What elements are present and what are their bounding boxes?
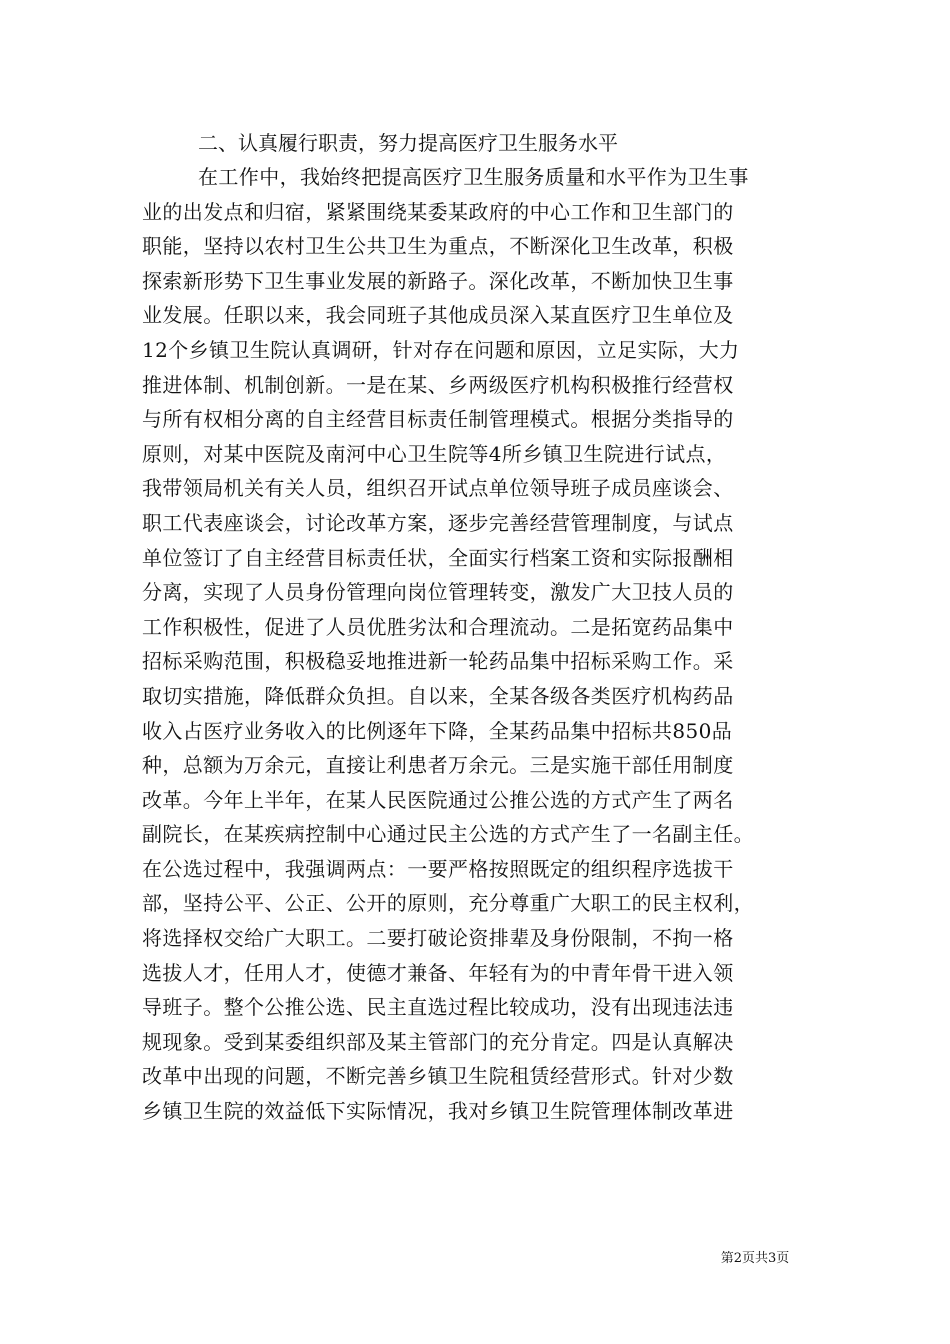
text-line: 招标采购范围，积极稳妥地推进新一轮药品集中招标采购工作。采 (142, 649, 734, 674)
text-line: 收入占医疗业务收入的比例逐年下降，全某药品集中招标共850品 (142, 718, 733, 743)
text-line: 分离，实现了人员身份管理向岗位管理转变，激发广大卫技人员的 (142, 580, 734, 605)
text-line: 在工作中，我始终把提高医疗卫生服务质量和水平作为卫生事 (198, 165, 749, 189)
text-line: 改革。今年上半年，在某人民医院通过公推公选的方式产生了两名 (142, 787, 734, 812)
text-line: 选拔人才，任用人才，使德才兼备、年轻有为的中青年骨干进入领 (142, 960, 734, 985)
text-line: 将选择权交给广大职工。二要打破论资排辈及身份限制，不拘一格 (142, 926, 734, 951)
text-line: 职工代表座谈会，讨论改革方案，逐步完善经营管理制度，与试点 (142, 510, 734, 535)
text-line: 工作积极性，促进了人员优胜劣汰和合理流动。二是拓宽药品集中 (142, 614, 734, 639)
text-line: 业发展。任职以来，我会同班子其他成员深入某直医疗卫生单位及 (142, 303, 734, 328)
text-line: 规现象。受到某委组织部及某主管部门的充分肯定。四是认真解决 (142, 1029, 734, 1054)
text-line: 原则，对某中医院及南河中心卫生院等4所乡镇卫生院进行试点， (142, 441, 727, 466)
text-line: 与所有权相分离的自主经营目标责任制管理模式。根据分类指导的 (142, 407, 734, 432)
section-heading: 二、认真履行职责，努力提高医疗卫生服务水平 (198, 131, 618, 155)
text-line: 职能，坚持以农村卫生公共卫生为重点，不断深化卫生改革，积极 (142, 234, 734, 259)
text-line: 业的出发点和归宿，紧紧围绕某委某政府的中心工作和卫生部门的 (142, 199, 734, 224)
paragraph (142, 160, 822, 1129)
page-number: 第2页共3页 (720, 1251, 790, 1266)
text-line: 12个乡镇卫生院认真调研，针对存在问题和原因，立足实际，大力 (142, 337, 740, 362)
text-line: 部，坚持公平、公正、公开的原则，充分尊重广大职工的民主权利， (142, 891, 754, 916)
text-line: 副院长，在某疾病控制中心通过民主公选的方式产生了一名副主任。 (142, 822, 754, 847)
text-line: 在公选过程中，我强调两点：一要严格按照既定的组织程序选拔干 (142, 856, 734, 881)
text-line: 单位签订了自主经营目标责任状，全面实行档案工资和实际报酬相 (142, 545, 734, 570)
text-line: 改革中出现的问题，不断完善乡镇卫生院租赁经营形式。针对少数 (142, 1064, 734, 1089)
text-line: 推进体制、机制创新。一是在某、乡两级医疗机构积极推行经营权 (142, 372, 734, 397)
page-footer (0, 1247, 950, 1267)
text-line: 取切实措施，降低群众负担。自以来，全某各级各类医疗机构药品 (142, 683, 734, 708)
document-body (142, 126, 822, 1129)
text-line: 导班子。整个公推公选、民主直选过程比较成功，没有出现违法违 (142, 995, 734, 1020)
text-line: 种，总额为万余元，直接让利患者万余元。三是实施干部任用制度 (142, 753, 734, 778)
text-line: 探索新形势下卫生事业发展的新路子。深化改革，不断加快卫生事 (142, 268, 734, 293)
text-line: 乡镇卫生院的效益低下实际情况，我对乡镇卫生院管理体制改革进 (142, 1099, 734, 1124)
text-line: 我带领局机关有关人员，组织召开试点单位领导班子成员座谈会、 (142, 476, 734, 501)
